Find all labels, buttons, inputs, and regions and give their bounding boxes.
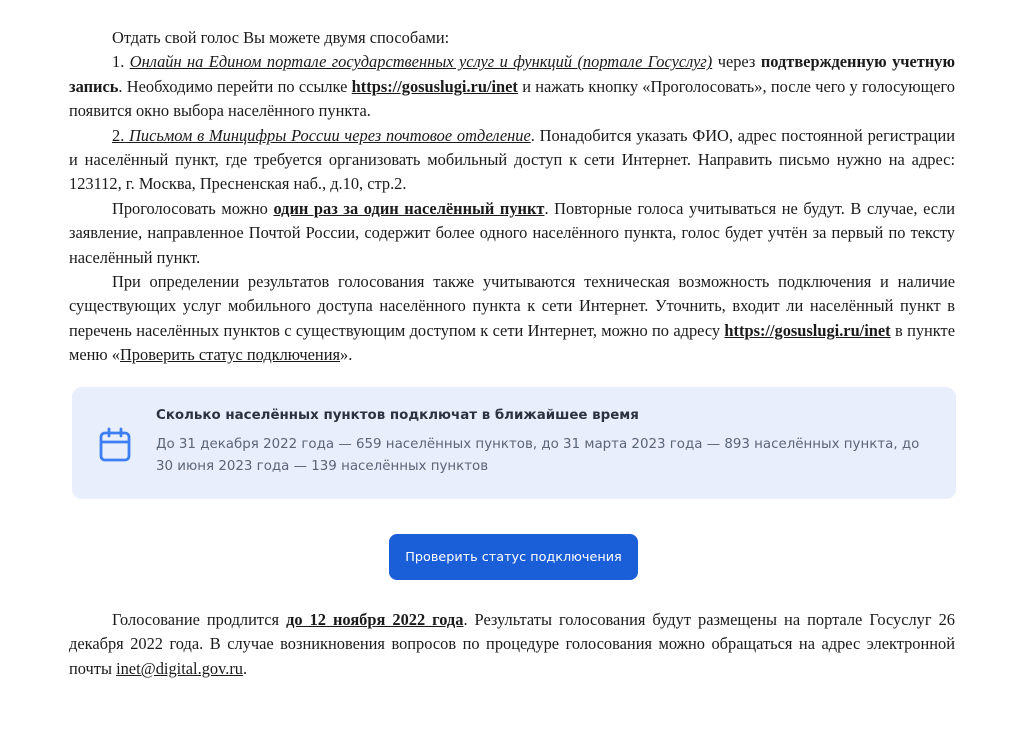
- method2-paragraph: [69, 124, 955, 197]
- deadline-text-a: Голосование продлится: [112, 610, 287, 629]
- check-status-menu-link[interactable]: Проверить статус подключения: [119, 345, 341, 365]
- method2-text-a: . Понадобится указать ФИО, адрес постоянной регистрации и населённый пункт, где требуется организовать мобильный доступ к сети Интернет. Направить письмо нужно на адрес: 123112, г. Москва, Пресненская наб., д.10, стр.2.: [69, 125, 955, 194]
- vote-once-text-a: Проголосовать можно: [112, 198, 274, 218]
- vote-once-text-b: . Повторные голоса учитываться не будут. В случае, если заявление, направленное Почтой России, содержит более одного населённого пункта, голос будет учтён за первый по тексту населённый пункт.: [69, 198, 955, 267]
- method1-text-a: через: [712, 52, 761, 72]
- method1-text-c: и нажать кнопку «Проголосовать», после чего у голосующего появится окно выбора населённого пункта.: [69, 76, 956, 121]
- deadline-date-text: до 12 ноября 2022 года: [286, 610, 464, 629]
- results-text-b: в пункте меню «: [69, 320, 955, 365]
- deadline-section: [69, 608, 955, 681]
- method2-number: 2.: [112, 125, 125, 145]
- gosuslugi-inet-link[interactable]: https://gosuslugi.ru/inet: [351, 76, 518, 96]
- email-link[interactable]: inet@digital.gov.ru: [116, 658, 243, 678]
- check-status-button[interactable]: Проверить статус подключения: [389, 534, 638, 580]
- voting-instructions: [69, 26, 955, 368]
- deadline-paragraph: [69, 608, 955, 681]
- results-paragraph: [69, 270, 955, 368]
- verified-account-text: подтвержденную учетную запись: [69, 52, 955, 96]
- method1-paragraph: [69, 50, 955, 123]
- deadline-text-c: .: [243, 658, 248, 678]
- gosuslugi-portal-link[interactable]: Онлайн на Едином портале государственных услуг и функций (портале Госуслуг): [129, 52, 713, 72]
- gosuslugi-inet-link-2[interactable]: https://gosuslugi.ru/inet: [724, 320, 891, 340]
- method1-text-b: . Необходимо перейти по ссылке: [118, 76, 352, 96]
- method1-number: 1.: [112, 52, 125, 72]
- vote-once-paragraph: [69, 197, 955, 270]
- mail-method-link: Письмом в Минцифры России через почтовое отделение: [124, 125, 531, 145]
- one-vote-per-locality-text: один раз за один населённый пункт: [273, 198, 545, 218]
- info-card: [72, 387, 956, 499]
- info-card-title: Сколько населённых пунктов подключат в ближайшее время: [156, 408, 639, 423]
- intro-paragraph: [69, 26, 955, 50]
- intro-text: Отдать свой голос Вы можете двумя способами:: [112, 28, 450, 47]
- results-text-a: При определении результатов голосования также учитываются техническая возможность подключения и наличие существующих услуг мобильного доступа населённого пункта к сети Интернет. Уточнить, входит ли населённый пункт в перечень населённых пунктов с существующим доступом к сети Интернет, можно по адресу: [69, 272, 955, 340]
- calendar-icon: [98, 427, 132, 463]
- deadline-text-b: . Результаты голосования будут размещены на портале Госуслуг 26 декабря 2022 года. В случае возникновения вопросов по процедуре голосования можно обращаться на адрес электронной почты: [69, 610, 955, 678]
- info-card-body: До 31 декабря 2022 года — 659 населённых пунктов, до 31 марта 2023 года — 893 населённых пункта, до 30 июня 2023 года — 139 населённых пунктов: [156, 437, 920, 474]
- results-text-c: ».: [340, 345, 353, 365]
